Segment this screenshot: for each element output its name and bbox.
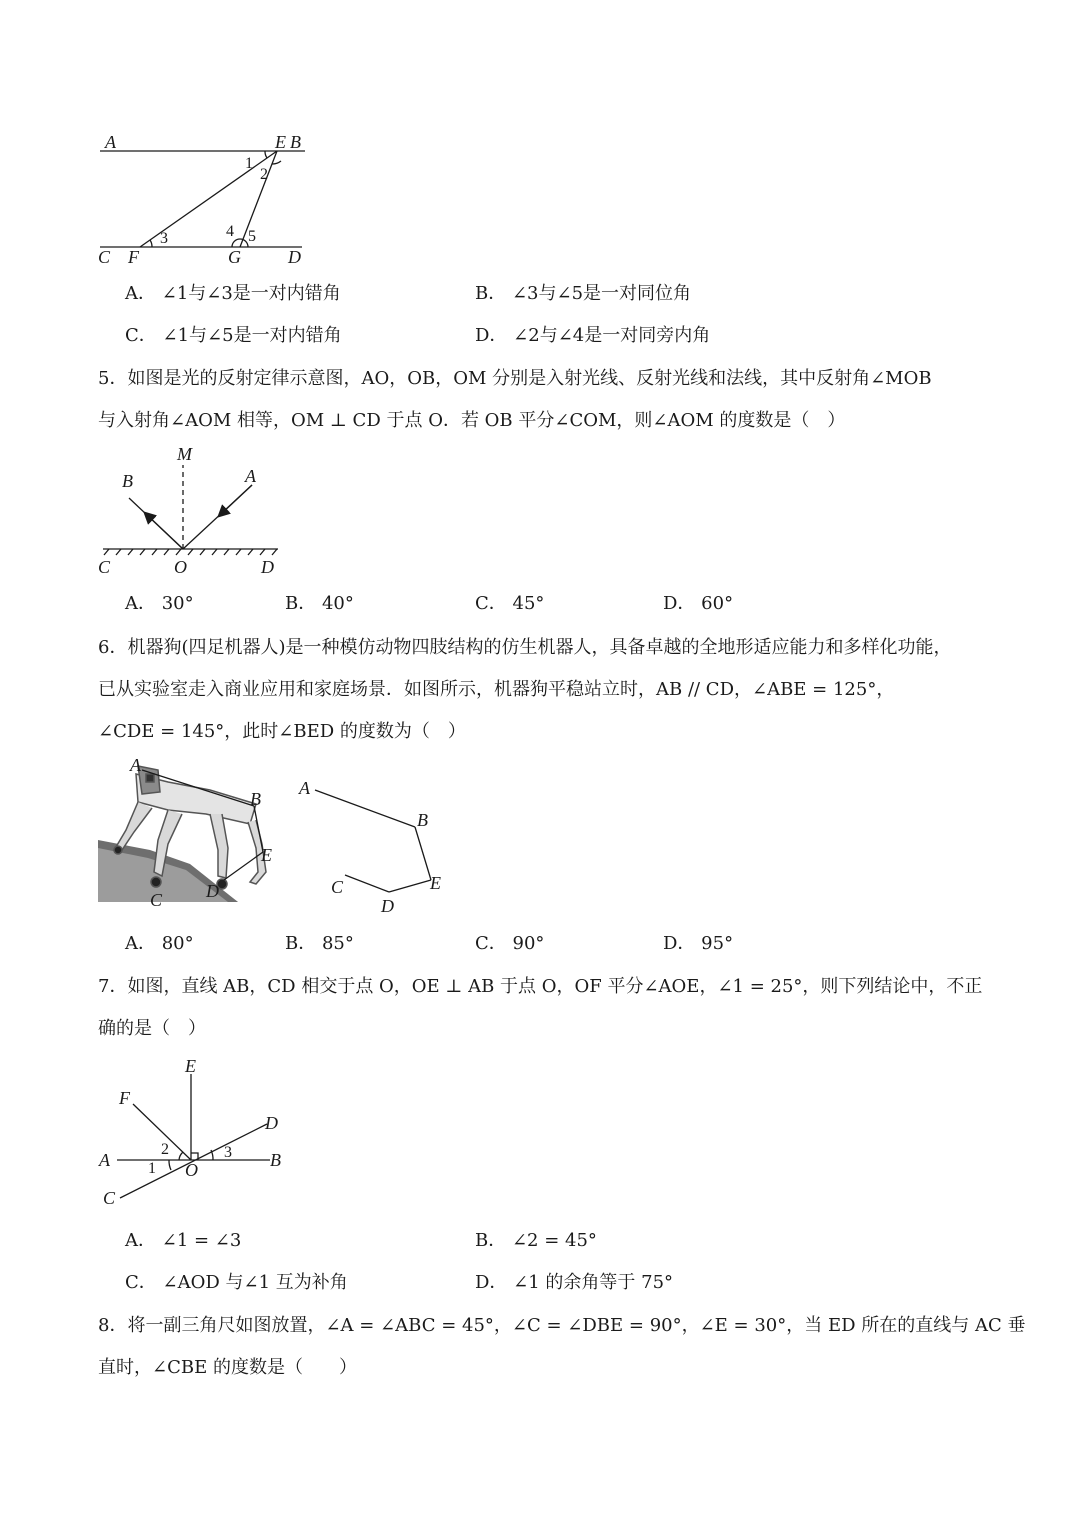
q6-label-b: B: [417, 810, 428, 830]
q7-arc-1: [169, 1160, 171, 1170]
q5-ray-arrow-b: [145, 513, 183, 549]
q4-option-b: [475, 282, 691, 306]
q5-label-o: O: [174, 557, 187, 577]
q6-label-c: C: [331, 877, 344, 897]
q4-option-a: [125, 282, 341, 306]
q5-label-a: A: [245, 466, 256, 486]
q4-label-5: 5: [248, 228, 256, 245]
q5-option-c: [475, 592, 544, 616]
q6-option-d: [663, 932, 733, 956]
q4-label-a: A: [105, 132, 116, 152]
q7-label-e: E: [185, 1056, 196, 1076]
q7-stem-line2: 确的是（ ）: [98, 1018, 206, 1039]
q4-arc-1: [265, 151, 267, 158]
q5-ray-arrow-a: [219, 485, 252, 516]
q4-option-d-key: D．: [475, 325, 508, 346]
q6-option-d-text: 95°: [701, 933, 734, 954]
q4-label-f: F: [128, 247, 139, 267]
q5-label-c: C: [98, 557, 111, 577]
q6-label-e: E: [430, 873, 441, 893]
q6-photo-label-c: C: [150, 890, 163, 910]
q7-option-c: [125, 1271, 348, 1295]
q4-option-a-key: A．: [125, 283, 156, 304]
q6-photo-label-a: A: [130, 755, 141, 775]
q5-option-b: [285, 592, 354, 616]
q7-option-b: [475, 1229, 597, 1253]
q6-robot-dog-photo: [98, 752, 283, 910]
q6-option-c-text: 90°: [512, 933, 545, 954]
q6-label-d: D: [381, 896, 394, 916]
q6-line-dc: [345, 875, 389, 892]
q7-option-d-key: D．: [475, 1272, 508, 1293]
q4-option-d-text: ∠2与∠4是一对同旁内角: [513, 325, 711, 346]
q5-label-m: M: [177, 444, 192, 464]
q4-option-c: [125, 324, 342, 348]
q7-figure: [95, 1052, 295, 1212]
q5-option-c-key: C．: [475, 593, 507, 614]
q7-label-o: O: [185, 1160, 198, 1180]
q5-option-a: [125, 592, 194, 616]
q7-option-b-key: B．: [475, 1230, 507, 1251]
q7-option-a-key: A．: [125, 1230, 156, 1251]
q6-photo-label-d: D: [206, 881, 219, 901]
q4-option-c-key: C．: [125, 325, 157, 346]
q6-stem-line3: ∠CDE = 145°，此时∠BED 的度数为（ ）: [98, 721, 466, 742]
q7-label-f: F: [119, 1088, 130, 1108]
q6-option-c: [475, 932, 544, 956]
q6-line-ed: [389, 880, 431, 892]
q7-option-b-text: ∠2 = 45°: [511, 1230, 597, 1251]
q4-label-1: 1: [245, 155, 253, 172]
q7-stem-line1: 7．如图，直线 AB，CD 相交于点 O，OE ⊥ AB 于点 O，OF 平分∠AOE，∠1 = 25°，则下列结论中，不正: [98, 976, 983, 997]
q7-arc-2: [179, 1152, 183, 1160]
q6-label-a: A: [299, 778, 310, 798]
q7-option-c-key: C．: [125, 1272, 157, 1293]
q6-photo-label-e: E: [261, 845, 272, 865]
q8-stem-line1: 8．将一副三角尺如图放置，∠A = ∠ABC = 45°，∠C = ∠DBE = 90°，∠E = 30°，当 ED 所在的直线与 AC 垂: [98, 1315, 1026, 1336]
q6-option-a: [125, 932, 194, 956]
q7-label-c: C: [103, 1188, 116, 1208]
q4-arc-3: [150, 240, 152, 247]
q4-label-d: D: [288, 247, 301, 267]
q7-label-2: 2: [161, 1141, 169, 1158]
q7-label-3: 3: [224, 1144, 232, 1161]
q5-option-d-key: D．: [663, 593, 696, 614]
q6-option-a-text: 80°: [161, 933, 194, 954]
q5-stem-line2: 与入射角∠AOM 相等，OM ⊥ CD 于点 O．若 OB 平分∠COM，则∠AOM 的度数是（ ）: [98, 410, 846, 431]
q7-option-d: [475, 1271, 673, 1295]
q7-label-a: A: [99, 1150, 110, 1170]
q6-stem-line1: 6．机器狗(四足机器人)是一种模仿动物四肢结构的仿生机器人，具备卓越的全地形适应能力和多样化功能，: [98, 637, 952, 658]
q5-option-b-key: B．: [285, 593, 317, 614]
q4-option-d: [475, 324, 710, 348]
q5-stem-line1: 5．如图是光的反射定律示意图，AO，OB，OM 分别是入射光线、反射光线和法线，其中反射角∠MOB: [98, 368, 932, 389]
q4-option-a-text: ∠1与∠3是一对内错角: [161, 283, 341, 304]
q4-option-b-key: B．: [475, 283, 507, 304]
q6-option-c-key: C．: [475, 933, 507, 954]
q4-figure: [95, 128, 315, 268]
q4-label-b: B: [290, 132, 301, 152]
q6-figure: [295, 772, 455, 922]
q5-option-d: [663, 592, 733, 616]
q6-line-be: [415, 827, 431, 880]
q6-option-b-key: B．: [285, 933, 317, 954]
q4-label-g: G: [228, 247, 241, 267]
q5-option-a-key: A．: [125, 593, 156, 614]
q4-label-2: 2: [260, 166, 268, 183]
q4-label-4: 4: [226, 223, 234, 240]
q5-label-d: D: [261, 557, 274, 577]
q5-option-c-text: 45°: [512, 593, 545, 614]
q8-stem-line2: 直时，∠CBE 的度数是（ ）: [98, 1357, 357, 1378]
q6-option-a-key: A．: [125, 933, 156, 954]
q6-photo-label-b: B: [250, 789, 261, 809]
q5-mirror-hatch: [104, 549, 277, 555]
q7-option-a-text: ∠1 = ∠3: [161, 1230, 242, 1251]
q6-line-ab: [315, 790, 415, 827]
q4-label-c: C: [98, 247, 111, 267]
q5-option-b-text: 40°: [321, 593, 354, 614]
q7-option-c-text: ∠AOD 与∠1 互为补角: [162, 1272, 348, 1293]
q5-option-a-text: 30°: [161, 593, 194, 614]
q4-option-b-text: ∠3与∠5是一对同位角: [511, 283, 692, 304]
q5-option-d-text: 60°: [701, 593, 734, 614]
q7-label-1: 1: [148, 1160, 156, 1177]
q5-figure: [95, 440, 295, 580]
q6-option-d-key: D．: [663, 933, 696, 954]
q6-option-b: [285, 932, 354, 956]
q7-label-d: D: [265, 1113, 278, 1133]
q5-label-b: B: [122, 471, 133, 491]
q6-stem-line2: 已从实验室走入商业应用和家庭场景．如图所示，机器狗平稳站立时，AB // CD，∠ABE = 125°，: [98, 679, 895, 700]
q4-label-e: E: [275, 132, 286, 152]
q7-option-d-text: ∠1 的余角等于 75°: [513, 1272, 674, 1293]
q4-option-c-text: ∠1与∠5是一对内错角: [162, 325, 342, 346]
q7-label-b: B: [270, 1150, 281, 1170]
q6-option-b-text: 85°: [321, 933, 354, 954]
q7-option-a: [125, 1229, 241, 1253]
q4-label-3: 3: [160, 230, 168, 247]
